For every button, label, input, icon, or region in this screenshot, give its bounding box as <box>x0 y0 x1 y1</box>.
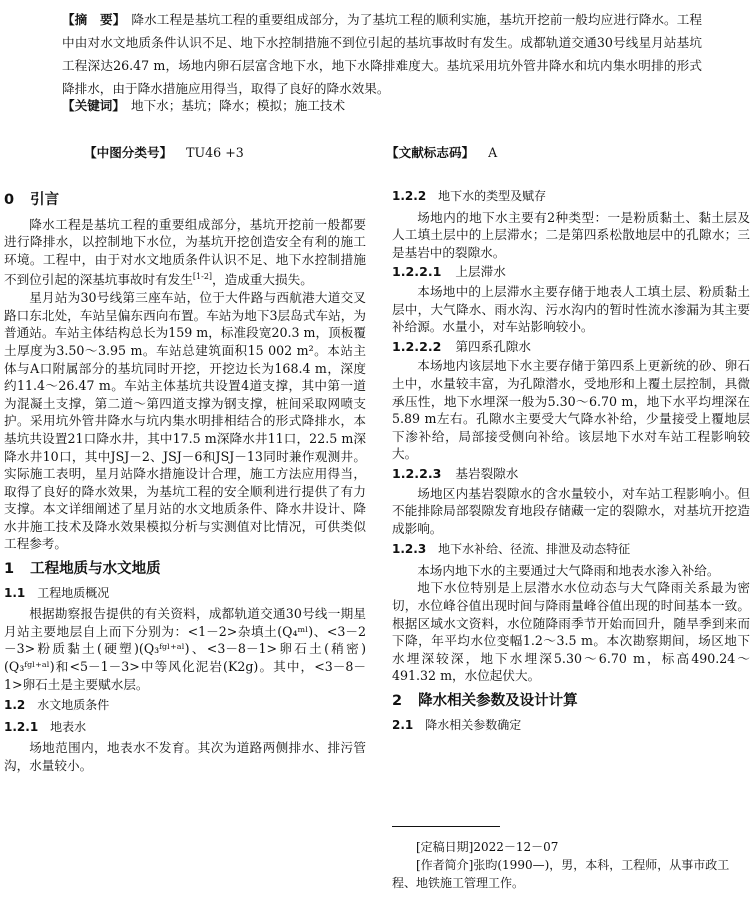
section-1-title: 工程地质与水文地质 <box>30 561 161 578</box>
section-0-number: 0 <box>4 192 15 208</box>
section-2-1-number: 2.1 <box>392 717 414 732</box>
section-1-number: 1 <box>4 561 15 578</box>
keywords-label: 【关键词】 <box>62 98 125 113</box>
section-1-2-2-number: 1.2.2 <box>392 189 427 203</box>
intro-paragraph-1 <box>4 216 366 290</box>
footnote-divider <box>392 826 500 827</box>
section-1-2-2-2-heading <box>392 338 750 356</box>
section-1-2-1-title: 地表水 <box>50 719 87 734</box>
recharge-paragraph-2: 地下水位特别是上层潜水水位动态与大气降雨关系最为密切，水位峰谷值出现时间与降雨量峰谷值出现的时间基本一致。根据区域水文资料，水位随降雨季节开始而回升，随旱季到来而下降，年平均水位变幅1.2～3.5 m。本次勘察期间，场区地下水埋深较深，地下水埋深5.30～6.70 m，标高490.24～491.32 m，水位起伏大。 <box>392 580 750 684</box>
section-1-1-number: 1.1 <box>4 585 26 600</box>
classification-label: 【中图分类号】 <box>84 145 173 160</box>
intro-paragraph-2: 星月站为30号线第三座车站，位于大件路与西航港大道交叉路口东北处，车站呈偏东西向布置。车站为地下3层岛式车站，为普通站。车站主体结构总长为159 m，标准段宽20.3 m，顶板覆土厚度为3.50～3.95 m。车站总建筑面积15 002 m²。本站主体与A口附属部分的基坑同时开挖，开挖边长为168.4 m，深度约11.4～26.47 m。车站主体基坑共设置4道支撑，其中第一道为混凝土支撑，第二道～第四道支撑为钢支撑，桩间采取网喷支护。采用坑外管井降水与坑内集水明排相结合的形式降排水，本基坑共设置21口降水井，其中17.5 m深降水井11口，22.5 m深降水井10口，其中JSJ－2、JSJ－6和JSJ－13同时兼作观测井。实际施工表明，星月站降水措施设计合理，施工方法应用得当，取得了良好的降水效果，为基坑工程的安全顺利进行提供了有力支撑。本文详细阐述了星月站的水文地质条件、降水井设计、降水井施工技术及降水效果模拟分析与实测值对比情况，可供类似工程参考。 <box>4 290 366 552</box>
perched-water-paragraph: 本场地中的上层滞水主要存储于地表人工填土层、粉质黏土层中，大气降水、雨水沟、污水沟内的暂时性流水渗漏为其主要补给源。水量小，对车站影响较小。 <box>392 283 750 335</box>
footnote-author: [作者简介]张昀(1990—)，男，本科，工程师，从事市政工程、地铁施工管理工作。 <box>392 858 730 890</box>
footnote <box>392 838 750 892</box>
section-1-2-2-heading <box>392 188 750 206</box>
abstract <box>62 8 702 100</box>
section-1-2-title: 水文地质条件 <box>37 698 110 713</box>
section-1-2-2-1-number: 1.2.2.1 <box>392 264 442 280</box>
section-1-1-title: 工程地质概况 <box>37 585 110 600</box>
section-1-2-3-number: 1.2.3 <box>392 542 427 557</box>
section-1-2-2-2-title: 第四系孔隙水 <box>455 338 531 354</box>
keywords <box>62 94 702 117</box>
left-column <box>4 184 366 775</box>
geology-paragraph: 根据勘察报告提供的有关资料，成都轨道交通30号线一期星月站主要地层自上而下分别为：<1－2>杂填土(Q₄ᵐˡ)、<3－2－3>粉质黏土(硬塑)(Q₃ᶠᵍˡ⁺ᵃˡ)、<3－8－1>卵石土(稍密)(Q₃ᶠᵍˡ⁺ᵃˡ)和<5－1－3>中等风化泥岩(K2g)。其中，<3－8－1>卵石土是主要赋水层。 <box>4 606 366 692</box>
section-1-2-2-3-heading <box>392 465 750 483</box>
surface-water-paragraph: 场地范围内，地表水不发育。其次为道路两侧排水、排污管沟，水量较小。 <box>4 740 366 773</box>
section-1-2-2-3-title: 基岩裂隙水 <box>455 465 519 481</box>
abstract-label: 【摘 要】 <box>62 12 126 27</box>
section-0-title: 引言 <box>30 192 60 208</box>
pore-water-paragraph: 本场地内该层地下水主要存储于第四系上更新统的砂、卵石土中，水量较丰富，为孔隙潜水，受地形和上覆土层控制，具微承压性，地下水埋深一般为5.30～6.70 m，地下水平均埋深在5.89 m左右。孔隙水主要受大气降水补给，少量接受上覆地层下渗补给，局部接受侧向补给。该层地下水对车站工程影响较大。 <box>392 358 750 462</box>
right-column <box>392 184 750 737</box>
section-1-2-2-2-number: 1.2.2.2 <box>392 338 442 354</box>
document-code <box>386 142 497 161</box>
classification <box>84 142 244 161</box>
classification-value: TU46 +3 <box>186 145 244 160</box>
section-1-2-number: 1.2 <box>4 698 26 713</box>
section-1-2-2-title: 地下水的类型及赋存 <box>438 189 547 203</box>
section-1-2-1-heading <box>4 719 366 737</box>
section-2-1-title: 降水相关参数确定 <box>425 717 522 732</box>
abstract-text: 降水工程是基坑工程的重要组成部分，为了基坑工程的顺利实施，基坑开挖前一般均应进行降水。工程中由对水文地质条件认识不足、地下水控制措施不到位引起的基坑事故时有发生。成都轨道交通30号线星月站基坑工程深达26.47 m，场地内卵石层富含地下水，地下水降排难度大。基坑采用坑外管井降水和坑内集水明排的形式降排水，由于降水措施应用得当，取得了良好的降水效果。 <box>62 12 703 96</box>
section-1-heading <box>4 561 366 579</box>
section-1-2-2-3-number: 1.2.2.3 <box>392 465 442 481</box>
section-1-2-heading <box>4 697 366 715</box>
intro-p1-end: ，造成重大损失。 <box>212 272 313 288</box>
section-1-2-3-heading <box>392 541 750 559</box>
footnote-received: [定稿日期]2022－12－07 <box>416 840 559 854</box>
groundwater-types-paragraph: 场地内的地下水主要有2种类型：一是粉质黏土、黏土层及人工填土层中的上层滞水；二是第四系松散地层中的孔隙水；三是基岩中的裂隙水。 <box>392 209 750 260</box>
section-1-2-3-title: 地下水补给、径流、排泄及动态特征 <box>438 542 631 557</box>
section-1-2-1-number: 1.2.1 <box>4 719 39 734</box>
citation: [1-2] <box>192 272 213 282</box>
section-1-1-heading <box>4 585 366 603</box>
section-1-2-2-1-heading <box>392 263 750 281</box>
document-code-label: 【文献标志码】 <box>386 145 475 160</box>
section-1-2-2-1-title: 上层滞水 <box>455 264 506 280</box>
fissure-water-paragraph: 场地区内基岩裂隙水的含水量较小，对车站工程影响小。但不能排除局部裂隙发育地段存储藏一定的裂隙水，对基坑开挖造成影响。 <box>392 485 750 536</box>
document-code-value: A <box>488 145 498 160</box>
section-0-heading <box>4 192 366 210</box>
section-2-1-heading <box>392 717 750 735</box>
section-2-title: 降水相关参数及设计计算 <box>418 693 578 710</box>
recharge-paragraph-1: 本场内地下水的主要通过大气降雨和地表水渗入补给。 <box>417 562 720 578</box>
keywords-text: 地下水；基坑；降水；模拟；施工技术 <box>130 98 346 113</box>
section-2-number: 2 <box>392 693 403 710</box>
section-2-heading <box>392 693 750 711</box>
intro-p1-text: 降水工程是基坑工程的重要组成部分，基坑开挖前一般都要进行降排水，以控制地下水位，为基坑开挖创造安全有利的施工环境。工程中，由于对水文地质条件认识不足、地下水控制措施不到位引起的深基坑事故时有发生 <box>4 216 366 288</box>
